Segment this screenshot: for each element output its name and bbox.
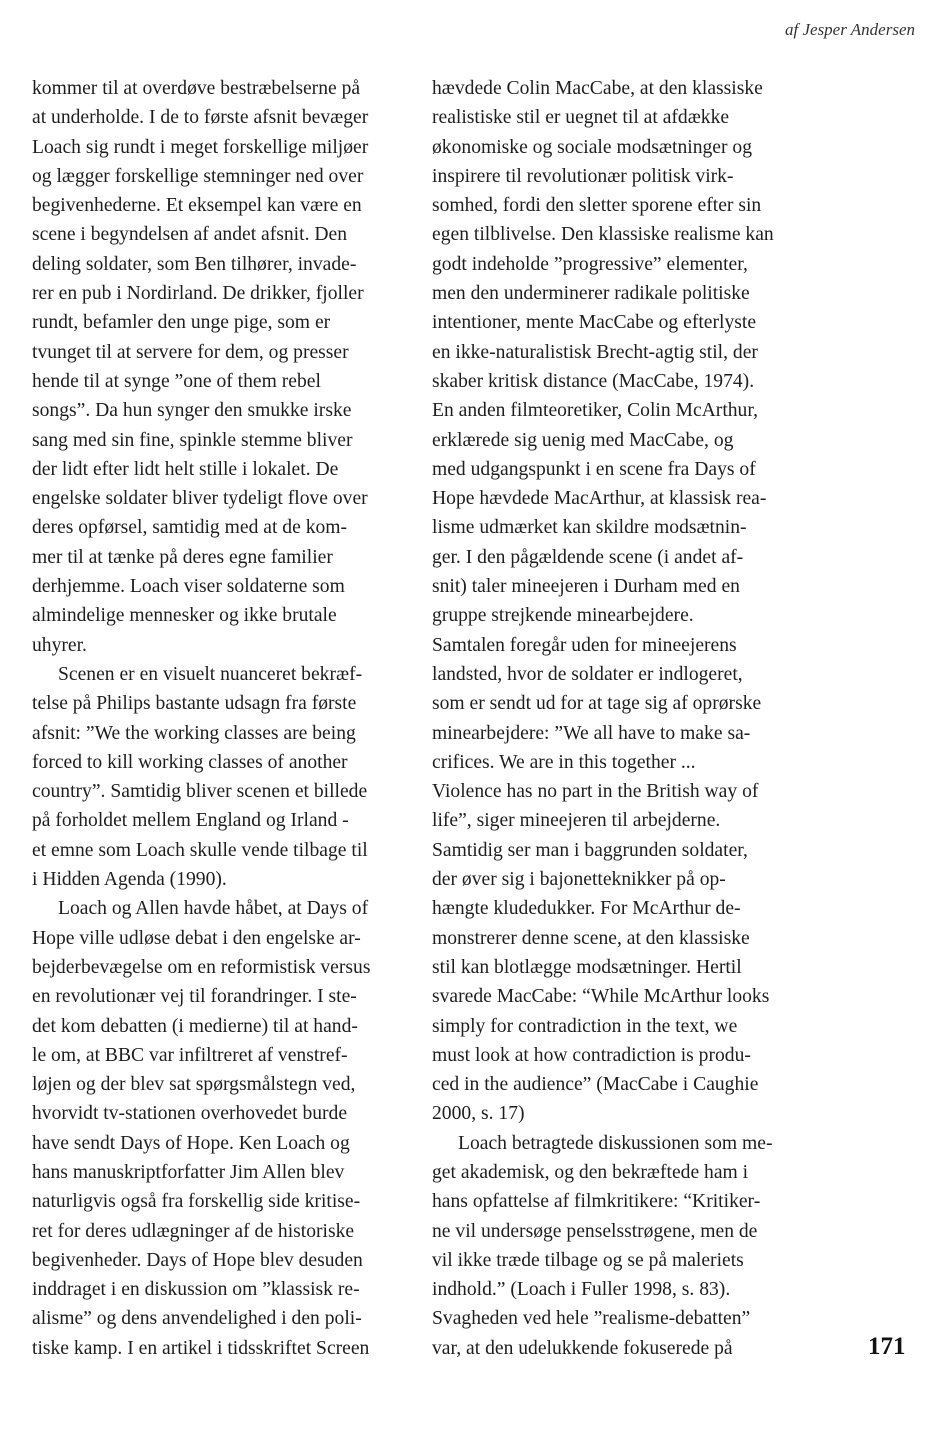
text-line: bejderbevægelse om en reformistisk versus [32,956,371,978]
text-line: hans manuskriptforfatter Jim Allen blev [32,1161,345,1183]
text-line: mer til at tænke på deres egne familier [32,546,333,568]
right-column [432,74,804,1363]
text-line: snit) taler mineejeren i Durham med en [432,576,740,598]
text-line: inspirere til revolutionær politisk virk- [432,165,734,187]
text-line: og lægger forskellige stemninger ned over [32,165,364,187]
text-line: Samtidig ser man i baggrunden soldater, [432,839,748,861]
text-line: hængte kludedukker. For McArthur de- [432,898,741,920]
text-line: inddraget i en diskussion om ”klassisk re- [32,1279,360,1301]
text-line: rundt, befamler den unge pige, som er [32,312,331,334]
text-line: indhold.” (Loach i Fuller 1998, s. 83). [432,1279,731,1301]
text-line: en revolutionær vej til forandringer. I ste- [32,986,357,1008]
text-line: vil ikke træde tilbage og se på maleriets [432,1249,744,1271]
text-line: tiske kamp. I en artikel i tidsskriftet Screen [32,1337,370,1359]
text-line: et emne som Loach skulle vende tilbage til [32,839,368,861]
text-line: crifices. We are in this together ... [432,751,696,773]
text-line: med udgangspunkt i en scene fra Days of [432,458,756,480]
text-line: country”. Samtidig bliver scenen et billede [32,781,368,803]
text-line: hans opfattelse af filmkritikere: “Kritiker- [432,1191,761,1213]
text-line: derhjemme. Loach viser soldaterne som [32,576,345,598]
text-line: ced in the audience” (MacCabe i Caughie [432,1074,759,1096]
text-line: get akademisk, og den bekræftede ham i [432,1161,749,1183]
text-line: Hope ville udløse debat i den engelske ar- [32,927,361,949]
text-line: hende til at synge ”one of them rebel [32,370,321,392]
text-line: begivenheder. Days of Hope blev desuden [32,1249,363,1271]
text-line: must look at how contradiction is produ- [432,1044,751,1066]
text-line: men den underminerer radikale politiske [432,283,750,305]
text-line: realistiske stil er uegnet til at afdække [432,107,730,129]
text-line: på forholdet mellem England og Irland - [32,810,349,832]
text-line: Loach og Allen havde håbet, at Days of [58,898,369,920]
text-line: telse på Philips bastante udsagn fra første [32,693,357,715]
text-line: løjen og der blev sat spørgsmålstegn ved, [32,1074,356,1096]
text-line: somhed, fordi den sletter sporene efter sin [432,195,762,217]
text-line: at underholde. I de to første afsnit bevæger [32,107,369,129]
text-line: life”, siger mineejeren til arbejderne. [432,810,721,832]
text-line: godt indeholde ”progressive” elementer, [432,253,748,275]
text-line: alisme” og dens anvendelighed i den poli- [32,1308,362,1330]
text-line: Scenen er en visuelt nuanceret bekræf- [58,663,363,685]
text-line: landsted, hvor de soldater er indlogeret, [432,663,743,685]
text-line: det kom debatten (i medierne) til at hand- [32,1015,358,1037]
text-line: ger. I den pågældende scene (i andet af- [432,546,744,568]
text-line: uhyrer. [32,634,87,656]
text-line: der lidt efter lidt helt stille i lokalet. De [32,458,339,480]
text-line: Loach sig rundt i meget forskellige miljøer [32,136,369,158]
text-line: hævdede Colin MacCabe, at den klassiske [432,78,763,99]
text-line: Violence has no part in the British way of [432,781,759,803]
left-column [32,74,404,1363]
text-line: økonomiske og sociale modsætninger og [432,136,752,158]
text-line: stil kan blotlægge modsætninger. Hertil [432,956,742,978]
text-line: Svagheden ved hele ”realisme-debatten” [432,1308,751,1330]
text-line: deres opførsel, samtidig med at de kom- [32,517,348,539]
text-line: begivenhederne. Et eksempel kan være en [32,195,362,217]
text-line: simply for contradiction in the text, we [432,1015,738,1037]
text-line: forced to kill working classes of another [32,751,348,773]
text-line: var, at den udelukkende fokuserede på [432,1337,733,1359]
text-line: intentioner, mente MacCabe og efterlyste [432,312,757,334]
text-line: have sendt Days of Hope. Ken Loach og [32,1132,350,1154]
text-line: hvorvidt tv-stationen overhovedet burde [32,1103,348,1125]
text-line: naturligvis også fra forskellig side kritise- [32,1191,361,1213]
page-number: 171 [868,1333,906,1360]
text-line: egen tilblivelse. Den klassiske realisme kan [432,224,774,246]
text-line: 2000, s. 17) [432,1103,525,1125]
text-line: i Hidden Agenda (1990). [32,869,227,891]
text-line: monstrerer denne scene, at den klassiske [432,927,750,949]
text-line: scene i begyndelsen af andet afsnit. Den [32,224,348,246]
text-line: svarede MacCabe: “While McArthur looks [432,986,770,1008]
text-line: Samtalen foregår uden for mineejerens [432,634,737,656]
text-line: kommer til at overdøve bestræbelserne på [32,78,361,99]
text-line: le om, at BBC var infiltreret af venstref- [32,1044,348,1066]
text-line: tvunget til at servere for dem, og presser [32,341,349,363]
text-line: minearbejdere: ”We all have to make sa- [432,722,751,744]
text-line: Hope hævdede MacArthur, at klassisk rea- [432,488,767,510]
text-line: almindelige mennesker og ikke brutale [32,605,337,627]
text-line: som er sendt ud for at tage sig af oprørske [432,693,762,715]
text-line: engelske soldater bliver tydeligt flove over [32,488,368,510]
text-line: der øver sig i bajonetteknikker på op- [432,869,726,891]
text-line: sang med sin fine, spinkle stemme bliver [32,429,353,451]
text-line: ret for deres udlægninger af de historiske [32,1220,355,1242]
text-line: deling soldater, som Ben tilhører, invade- [32,253,357,275]
text-line: lisme udmærket kan skildre modsætnin- [432,517,747,539]
text-line: En anden filmteoretiker, Colin McArthur, [432,400,758,422]
text-line: afsnit: ”We the working classes are being [32,722,356,744]
text-line: ne vil undersøge penselsstrøgene, men de [432,1220,758,1242]
text-line: Loach betragtede diskussionen som me- [458,1132,773,1154]
text-line: en ikke-naturalistisk Brecht-agtig stil, der [432,341,758,363]
running-header: af Jesper Andersen [785,20,915,39]
text-line: skaber kritisk distance (MacCabe, 1974). [432,370,755,392]
text-line: songs”. Da hun synger den smukke irske [32,400,352,422]
text-line: erklærede sig uenig med MacCabe, og [432,429,734,451]
text-line: gruppe strejkende minearbejdere. [432,605,694,627]
text-line: rer en pub i Nordirland. De drikker, fjoller [32,283,364,305]
